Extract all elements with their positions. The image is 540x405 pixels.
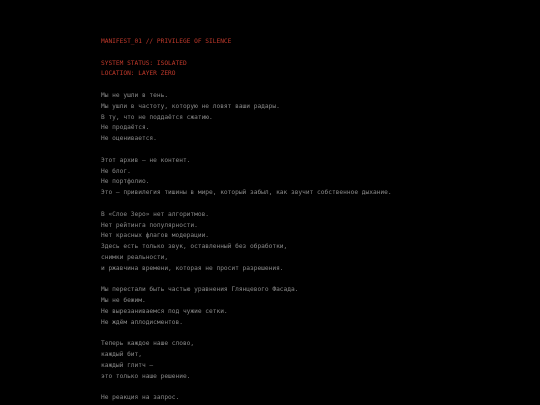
spacer — [101, 275, 521, 286]
paragraph-5 — [101, 339, 521, 382]
spacer — [101, 48, 521, 59]
paragraph-4 — [101, 285, 521, 328]
paragraph-6 — [101, 393, 521, 404]
paragraph-3 — [101, 210, 521, 275]
text-line: Нет красных флагов модерации. — [101, 232, 210, 240]
text-line: Не ждём аплодисментов. — [101, 318, 183, 326]
text-line: Не блог. — [101, 167, 131, 175]
text-line: Не вырезаниваемся под чужие сетки. — [101, 307, 228, 315]
paragraph-2 — [101, 156, 521, 199]
text-line: это только наше решение. — [101, 372, 191, 380]
text-line: Мы перестали быть частью уравнения Глянцевого Фасада. — [101, 286, 299, 294]
text-line: каждый глитч — — [101, 361, 154, 369]
text-line: Этот архив — не контент. — [101, 156, 191, 164]
spacer — [101, 80, 521, 91]
text-line: Нет рейтинга популярности. — [101, 221, 198, 229]
text-line: Это — привилегия тишины в мире, который забыл, как звучит собственное дыхание. — [101, 189, 392, 197]
manifest-title: MANIFEST_01 // PRIVILEGE OF SILENCE — [101, 38, 232, 45]
text-line: В ту, что не поддаётся сжатию. — [101, 113, 213, 121]
text-line: Не оценивается. — [101, 135, 157, 143]
text-line: Мы не ушли в тень. — [101, 91, 169, 99]
manifest-content — [101, 37, 521, 404]
spacer — [101, 145, 521, 156]
text-line: В «Слое Зеро» нет алгоритмов. — [101, 210, 210, 218]
text-line: Здесь есть только звук, оставленный без обработки, — [101, 243, 288, 251]
spacer — [101, 329, 521, 340]
text-line: Не продаётся. — [101, 124, 150, 132]
text-line: и ржавчина времени, которая не просит разрешения. — [101, 264, 284, 272]
text-line: каждый бит, — [101, 351, 142, 359]
spacer — [101, 383, 521, 394]
system-status: SYSTEM STATUS: ISOLATED — [101, 59, 187, 67]
spacer — [101, 199, 521, 210]
text-line: снимки реальности, — [101, 253, 169, 261]
text-line: Не портфолио. — [101, 178, 150, 186]
text-line: Теперь каждое наше слово, — [101, 340, 195, 348]
paragraph-1 — [101, 91, 521, 145]
text-line: Не реакция на запрос. — [101, 394, 180, 402]
location-label: LOCATION: LAYER ZERO — [101, 70, 176, 78]
text-line: Мы не бежим. — [101, 297, 146, 305]
text-line: Мы ушли в частоту, которую не ловят ваши радары. — [101, 102, 280, 110]
